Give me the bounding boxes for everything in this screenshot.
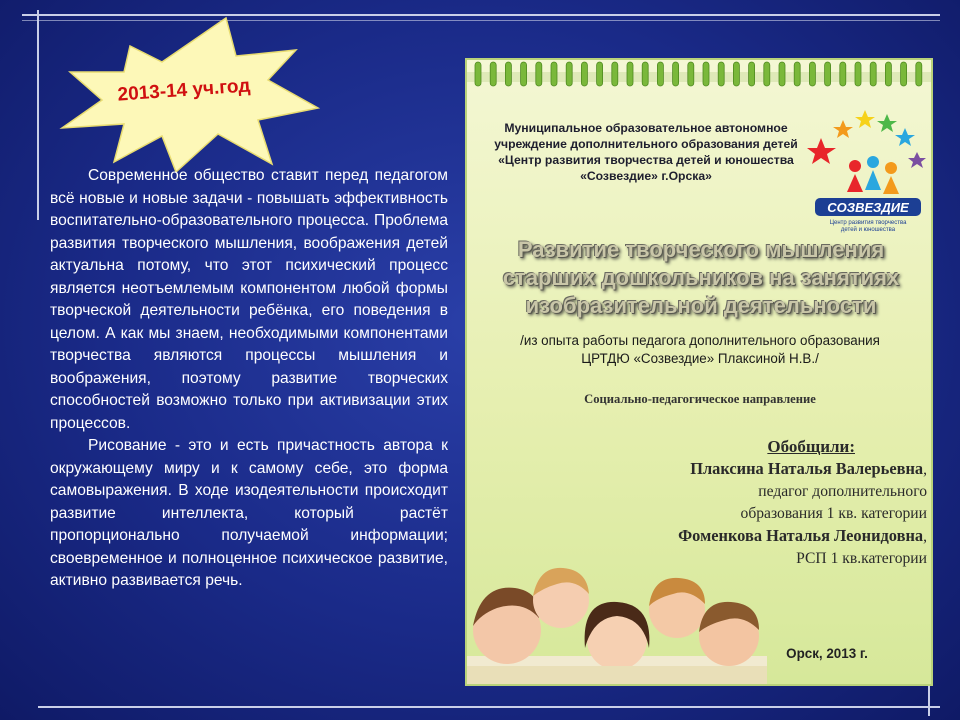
spiral-ring (688, 62, 694, 86)
notebook-card (465, 58, 933, 686)
institution-line: Муниципальное образовательное автономное (504, 121, 788, 135)
spiral-ring (536, 62, 542, 86)
card-subtitle (477, 332, 923, 368)
author-1-role-line-1: педагог дополнительного (758, 483, 927, 500)
spiral-ring (673, 62, 679, 86)
spiral-ring (490, 62, 496, 86)
spiral-ring (612, 62, 618, 86)
card-title-line: старших дошкольников на занятиях (502, 265, 900, 290)
spiral-ring (551, 62, 557, 86)
spiral-ring (581, 62, 587, 86)
child-2 (533, 568, 589, 628)
body-paragraph-2: Рисование - это и есть причастность автора к окружающему миру и к самому себе, это форма самовыражения. В ходе изодеятельности происходит развитие интеллекта, который растёт пропорционально получаемой информации; своевременное и полноценное психическое развитие, активно развивается речь. (50, 437, 448, 589)
direction-label: Социально-педагогическое направление (584, 392, 816, 406)
logo-name: СОЗВЕЗДИЕ (827, 200, 909, 215)
spiral-ring (733, 62, 739, 86)
card-title-line: изобразительной деятельности (525, 293, 877, 318)
logo-people-icon (847, 156, 899, 194)
body-text (50, 165, 448, 593)
spiral-ring (855, 62, 861, 86)
card-subtitle-line: /из опыта работы педагога дополнительного образования (520, 333, 880, 348)
sozvezdie-logo (807, 104, 929, 234)
spiral-ring (916, 62, 922, 86)
body-paragraph-1: Современное общество ставит перед педагогом всё новые и новые задачи - повышать эффективность воспитательно-образовательного процесса. Проблема развития творческого мышления, воображения детей актуальна потому, что этот психический процесс является неотъемлемым компонентом любой формы творческой деятельности ребёнка, его поведения в целом. А как мы знаем, необходимыми компонентами творчества являются процессы мышления и воображения, поэтому развитие творческих способностей возможно только при активизации этих процессов. (50, 167, 448, 432)
spiral-ring (825, 62, 831, 86)
logo-stars-icon (807, 110, 926, 168)
institution-name (485, 120, 807, 184)
spiral-binding (467, 60, 931, 96)
city-year: Орск, 2013 г. (786, 646, 868, 661)
child-1 (473, 588, 541, 664)
spiral-ring (764, 62, 770, 86)
spiral-ring (521, 62, 527, 86)
child-5 (699, 602, 759, 666)
spiral-ring (475, 62, 481, 86)
spiral-ring (901, 62, 907, 86)
spiral-ring (885, 62, 891, 86)
spiral-ring (566, 62, 572, 86)
author-2-role: РСП 1 кв.категории (796, 550, 927, 567)
frame-bottom-line (38, 706, 940, 708)
author-1-name: Плаксина Наталья Валерьевна (690, 459, 924, 478)
frame-left-line (37, 10, 39, 220)
spiral-ring (597, 62, 603, 86)
logo-tagline-1: Центр развития творчества (829, 220, 907, 226)
spiral-ring (870, 62, 876, 86)
logo-tagline-2: детей и юношества (840, 227, 896, 233)
spiral-ring (505, 62, 511, 86)
institution-line: «Созвездие» г.Орска» (580, 169, 712, 183)
child-4 (649, 578, 705, 638)
spiral-ring (809, 62, 815, 86)
spiral-ring (794, 62, 800, 86)
school-year-label: 2013-14 уч.год (116, 75, 252, 106)
spiral-ring (718, 62, 724, 86)
kids-table-edge (467, 666, 767, 686)
authors-heading: Обобщили: (767, 437, 855, 456)
spiral-ring (627, 62, 633, 86)
authors-block: Обобщили: Плаксина Наталья Валерьевна, педагог дополнительного образования 1 кв. категории Фоменкова Наталья Леонидовна, РСП 1 кв.категории (627, 436, 927, 570)
spiral-ring (642, 62, 648, 86)
spiral-ring (779, 62, 785, 86)
card-subtitle-line: ЦРТДЮ «Созвездие» Плаксиной Н.В./ (581, 351, 819, 366)
spiral-ring (657, 62, 663, 86)
institution-line: учреждение дополнительного образования детей (494, 137, 798, 151)
institution-line: «Центр развития творчества детей и юношества (498, 153, 794, 167)
author-2-name: Фоменкова Наталья Леонидовна (678, 526, 924, 545)
spiral-ring (840, 62, 846, 86)
author-1-role-line-2: образования 1 кв. категории (740, 505, 927, 522)
children-illustration (467, 480, 767, 686)
spiral-ring (749, 62, 755, 86)
card-title-line: Развитие творческого мышления (517, 237, 885, 262)
spiral-ring (703, 62, 709, 86)
card-title (487, 236, 915, 320)
